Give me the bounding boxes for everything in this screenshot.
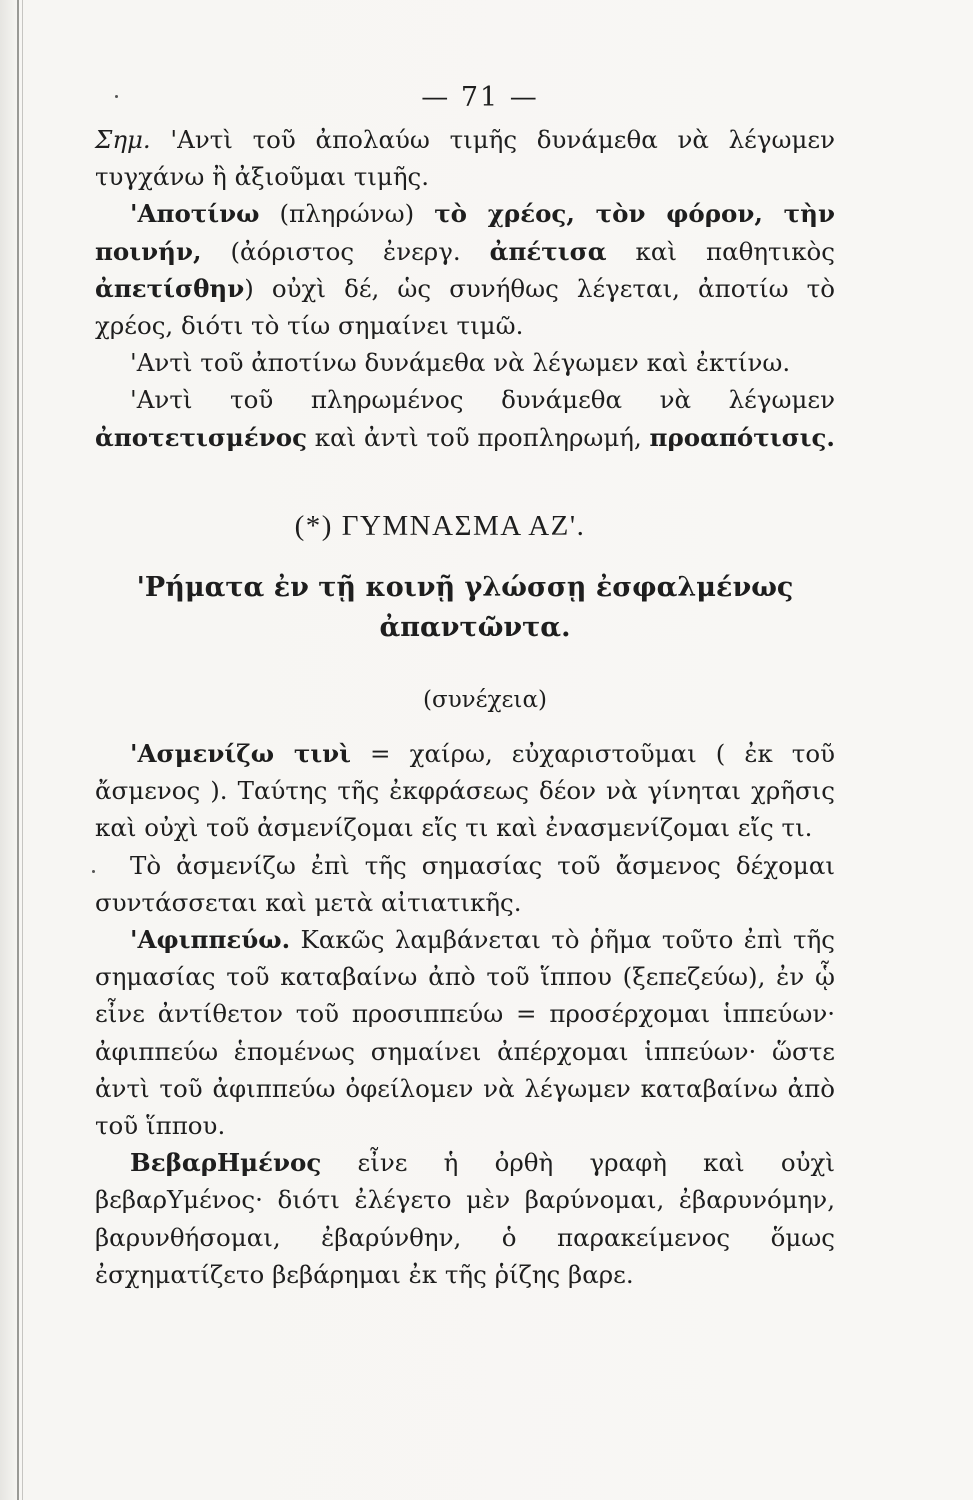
entry-text: (πληρώνω) bbox=[259, 199, 435, 229]
entry-vevarimenos bbox=[95, 1144, 835, 1293]
subheading-line-2: ἀπαντῶντα. bbox=[379, 611, 571, 643]
note-text: 'Αντὶ τοῦ ἀπολαύω τιμῆς δυνάμεθα νὰ λέγωμεν τυγχάνω ἢ ἀξιοῦμαι τιμῆς. bbox=[95, 125, 835, 192]
paragraph-text: 'Αντὶ τοῦ πληρωμένος δυνάμεθα νὰ λέγωμεν bbox=[130, 385, 835, 415]
entry-asmenizo-continued: Τὸ ἀσμενίζω ἐπὶ τῆς σημασίας τοῦ ἄσμενος δέχομαι συντάσσεται καὶ μετὰ αἰτιατικῆς. bbox=[95, 850, 835, 917]
entry-afippeuo bbox=[95, 921, 835, 1144]
entry-headword: ΒεβαρΗμένος bbox=[130, 1148, 322, 1178]
section-heading: (*) ΓΥΜΝΑΣΜΑ ΑΖ'. bbox=[294, 509, 586, 542]
binding-edge bbox=[17, 0, 19, 1500]
entry-text: (ἀόριστος ἐνεργ. bbox=[201, 236, 490, 266]
paragraph-bold: ἀποτετισμένος bbox=[95, 422, 307, 452]
paragraph-text: καὶ ἀντὶ τοῦ προπληρωμή, bbox=[307, 422, 650, 452]
binding-edge-inner bbox=[22, 0, 23, 1500]
paragraph-pliromenos bbox=[95, 381, 835, 455]
entry-headword: 'Αφιππεύω. bbox=[130, 925, 291, 955]
entry-bold-phrase: ἀπετίσθην bbox=[95, 273, 245, 303]
entry-headword: 'Αποτίνω bbox=[130, 199, 260, 229]
entry-text: Κακῶς λαμβάνεται τὸ ῥῆμα τοῦτο ἐπὶ τῆς σημασίας τοῦ καταβαίνω ἀπὸ τοῦ ἵππου (ξεπεζεύω), ἐν ᾧ εἶνε ἀντίθετον τοῦ προσιππεύω = προσέρχομαι ἱππεύων· ἀφιππεύω ἑπομένως σημαίνει ἀπέρχομαι ἱππεύων· ὥστε ἀντὶ τοῦ ἀφιππεύω ὀφείλομεν νὰ λέγωμεν καταβαίνω ἀπὸ τοῦ ἵππου. bbox=[95, 925, 835, 1141]
note-paragraph bbox=[95, 121, 835, 195]
entry-headword: 'Ασμενίζω τινὶ bbox=[130, 739, 352, 769]
entry-asmenizo bbox=[95, 735, 835, 847]
subheading-line-1: 'Ρήματα ἐν τῇ κοινῇ γλώσσῃ ἐσφαλμένως bbox=[136, 571, 794, 603]
entry-bold-phrase: τὸ χρέος, τὸν φόρον, τὴν ποινήν, bbox=[95, 199, 835, 266]
paragraph-bold: προαπότισις. bbox=[649, 422, 835, 452]
entry-text: = χαίρω, εὐχαριστοῦμαι ( ἐκ τοῦ ἄσμενος ). Ταύτης τῆς ἐκφράσεως δέον νὰ γίνηται χρῆσις καὶ οὐχὶ τοῦ ἀσμενίζομαι εἴς τι καὶ ἐνασμενίζομαι εἴς τι. bbox=[95, 739, 835, 843]
continuation-label: (συνέχεια) bbox=[423, 686, 547, 713]
entry-apotino bbox=[95, 195, 835, 344]
section-subheading bbox=[95, 568, 835, 648]
page-number: — 71 — bbox=[421, 82, 539, 113]
entry-text: καὶ παθητικὸς bbox=[606, 236, 835, 266]
entry-text: ) οὐχὶ δέ, ὡς συνήθως λέγεται, ἀποτίω τὸ χρέος, διότι τὸ τίω σημαίνει τιμῶ. bbox=[95, 273, 835, 341]
entry-bold-phrase: ἀπέτισα bbox=[489, 236, 607, 266]
paragraph-ektino: 'Αντὶ τοῦ ἀποτίνω δυνάμεθα νὰ λέγωμεν καὶ ἐκτίνω. bbox=[130, 348, 791, 378]
note-label: Σημ. bbox=[95, 125, 151, 154]
page-content bbox=[95, 75, 835, 1293]
entry-text: εἶνε ἡ ὀρθὴ γραφὴ καὶ οὐχὶ βεβαρΥμένος· διότι ἐλέγετο μὲν βαρύνομαι, ἐβαρυνόμην, βαρυνθήσομαι, ἐβαρύνθην, ὁ παρακείμενος ὅμως ἐσχηματίζετο βεβάρημαι ἐκ τῆς ῥίζης βαρε. bbox=[95, 1148, 835, 1289]
